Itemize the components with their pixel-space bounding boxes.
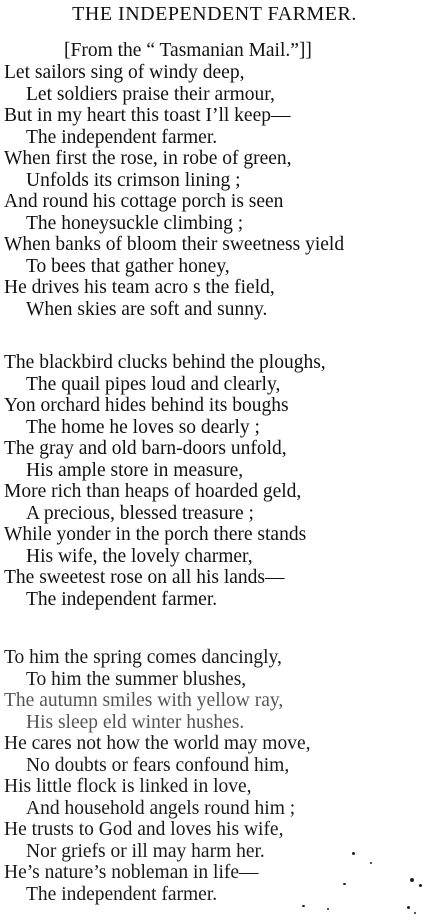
- poem-line: The blackbird clucks behind the ploughs,: [4, 352, 326, 373]
- ink-speck: [327, 908, 329, 910]
- poem-line: Unfolds its crimson lining ;: [26, 169, 241, 191]
- poem-stanza-1: [0, 62, 429, 320]
- poem-line: And household angels round him ;: [26, 797, 296, 819]
- ink-speck: [419, 884, 422, 887]
- poem-line: His wife, the lovely charmer,: [26, 545, 253, 567]
- poem-line: Let sailors sing of windy deep,: [4, 62, 245, 83]
- poem-line: He cares not how the world may move,: [4, 733, 311, 754]
- poem-stanza-3: [0, 647, 429, 905]
- poem-line: His little flock is linked in love,: [4, 776, 252, 797]
- poem-line: The quail pipes loud and clearly,: [26, 373, 281, 395]
- poem-line: While yonder in the porch there stands: [4, 524, 307, 545]
- poem-line: The independent farmer.: [26, 588, 218, 610]
- poem-line: To bees that gather honey,: [26, 255, 230, 277]
- poem-title: THE INDEPENDENT FARMER.: [72, 3, 357, 25]
- poem-line: He drives his team acro s the field,: [4, 277, 275, 298]
- ink-speck: [343, 883, 346, 885]
- poem-line: Yon orchard hides behind its boughs: [4, 395, 289, 416]
- poem-line: No doubts or fears confound him,: [26, 754, 290, 776]
- poem-line: Nor griefs or ill may harm her.: [26, 840, 265, 862]
- poem-line: His sleep eld winter hushes.: [26, 711, 245, 733]
- ink-speck: [302, 905, 305, 907]
- poem-line: He trusts to God and loves his wife,: [4, 819, 284, 840]
- poem-line: But in my heart this toast I’ll keep—: [4, 105, 291, 126]
- ink-speck: [370, 862, 372, 864]
- ink-speck: [414, 912, 416, 914]
- poem-line: And round his cottage porch is seen: [4, 191, 284, 212]
- poem-line: When first the rose, in robe of green,: [4, 148, 292, 169]
- poem-line: He’s nature’s nobleman in life—: [4, 862, 259, 883]
- poem-line: Let soldiers praise their armour,: [26, 83, 275, 105]
- poem-source: [From the “ Tasmanian Mail.”]]: [64, 40, 312, 61]
- poem-line: When skies are soft and sunny.: [26, 298, 268, 320]
- poem-line: To him the spring comes dancingly,: [4, 647, 282, 668]
- poem-line: When banks of bloom their sweetness yield: [4, 234, 345, 255]
- poem-stanza-2: [0, 352, 429, 610]
- poem-line: The gray and old barn-doors unfold,: [4, 438, 287, 459]
- poem-line: The autumn smiles with yellow ray,: [4, 690, 284, 711]
- poem-line: His ample store in measure,: [26, 459, 244, 481]
- poem-line: The home he loves so dearly ;: [26, 416, 260, 438]
- ink-speck: [410, 878, 414, 882]
- poem-line: The sweetest rose on all his lands—: [4, 567, 285, 588]
- ink-speck: [407, 906, 410, 909]
- poem-line: A precious, blessed treasure ;: [26, 502, 254, 524]
- poem-line: The independent farmer.: [26, 883, 218, 905]
- poem-line: To him the summer blushes,: [26, 668, 247, 690]
- poem-line: More rich than heaps of hoarded geld,: [4, 481, 302, 502]
- poem-line: The independent farmer.: [26, 126, 218, 148]
- ink-speck: [352, 852, 355, 855]
- poem-line: The honeysuckle climbing ;: [26, 212, 244, 234]
